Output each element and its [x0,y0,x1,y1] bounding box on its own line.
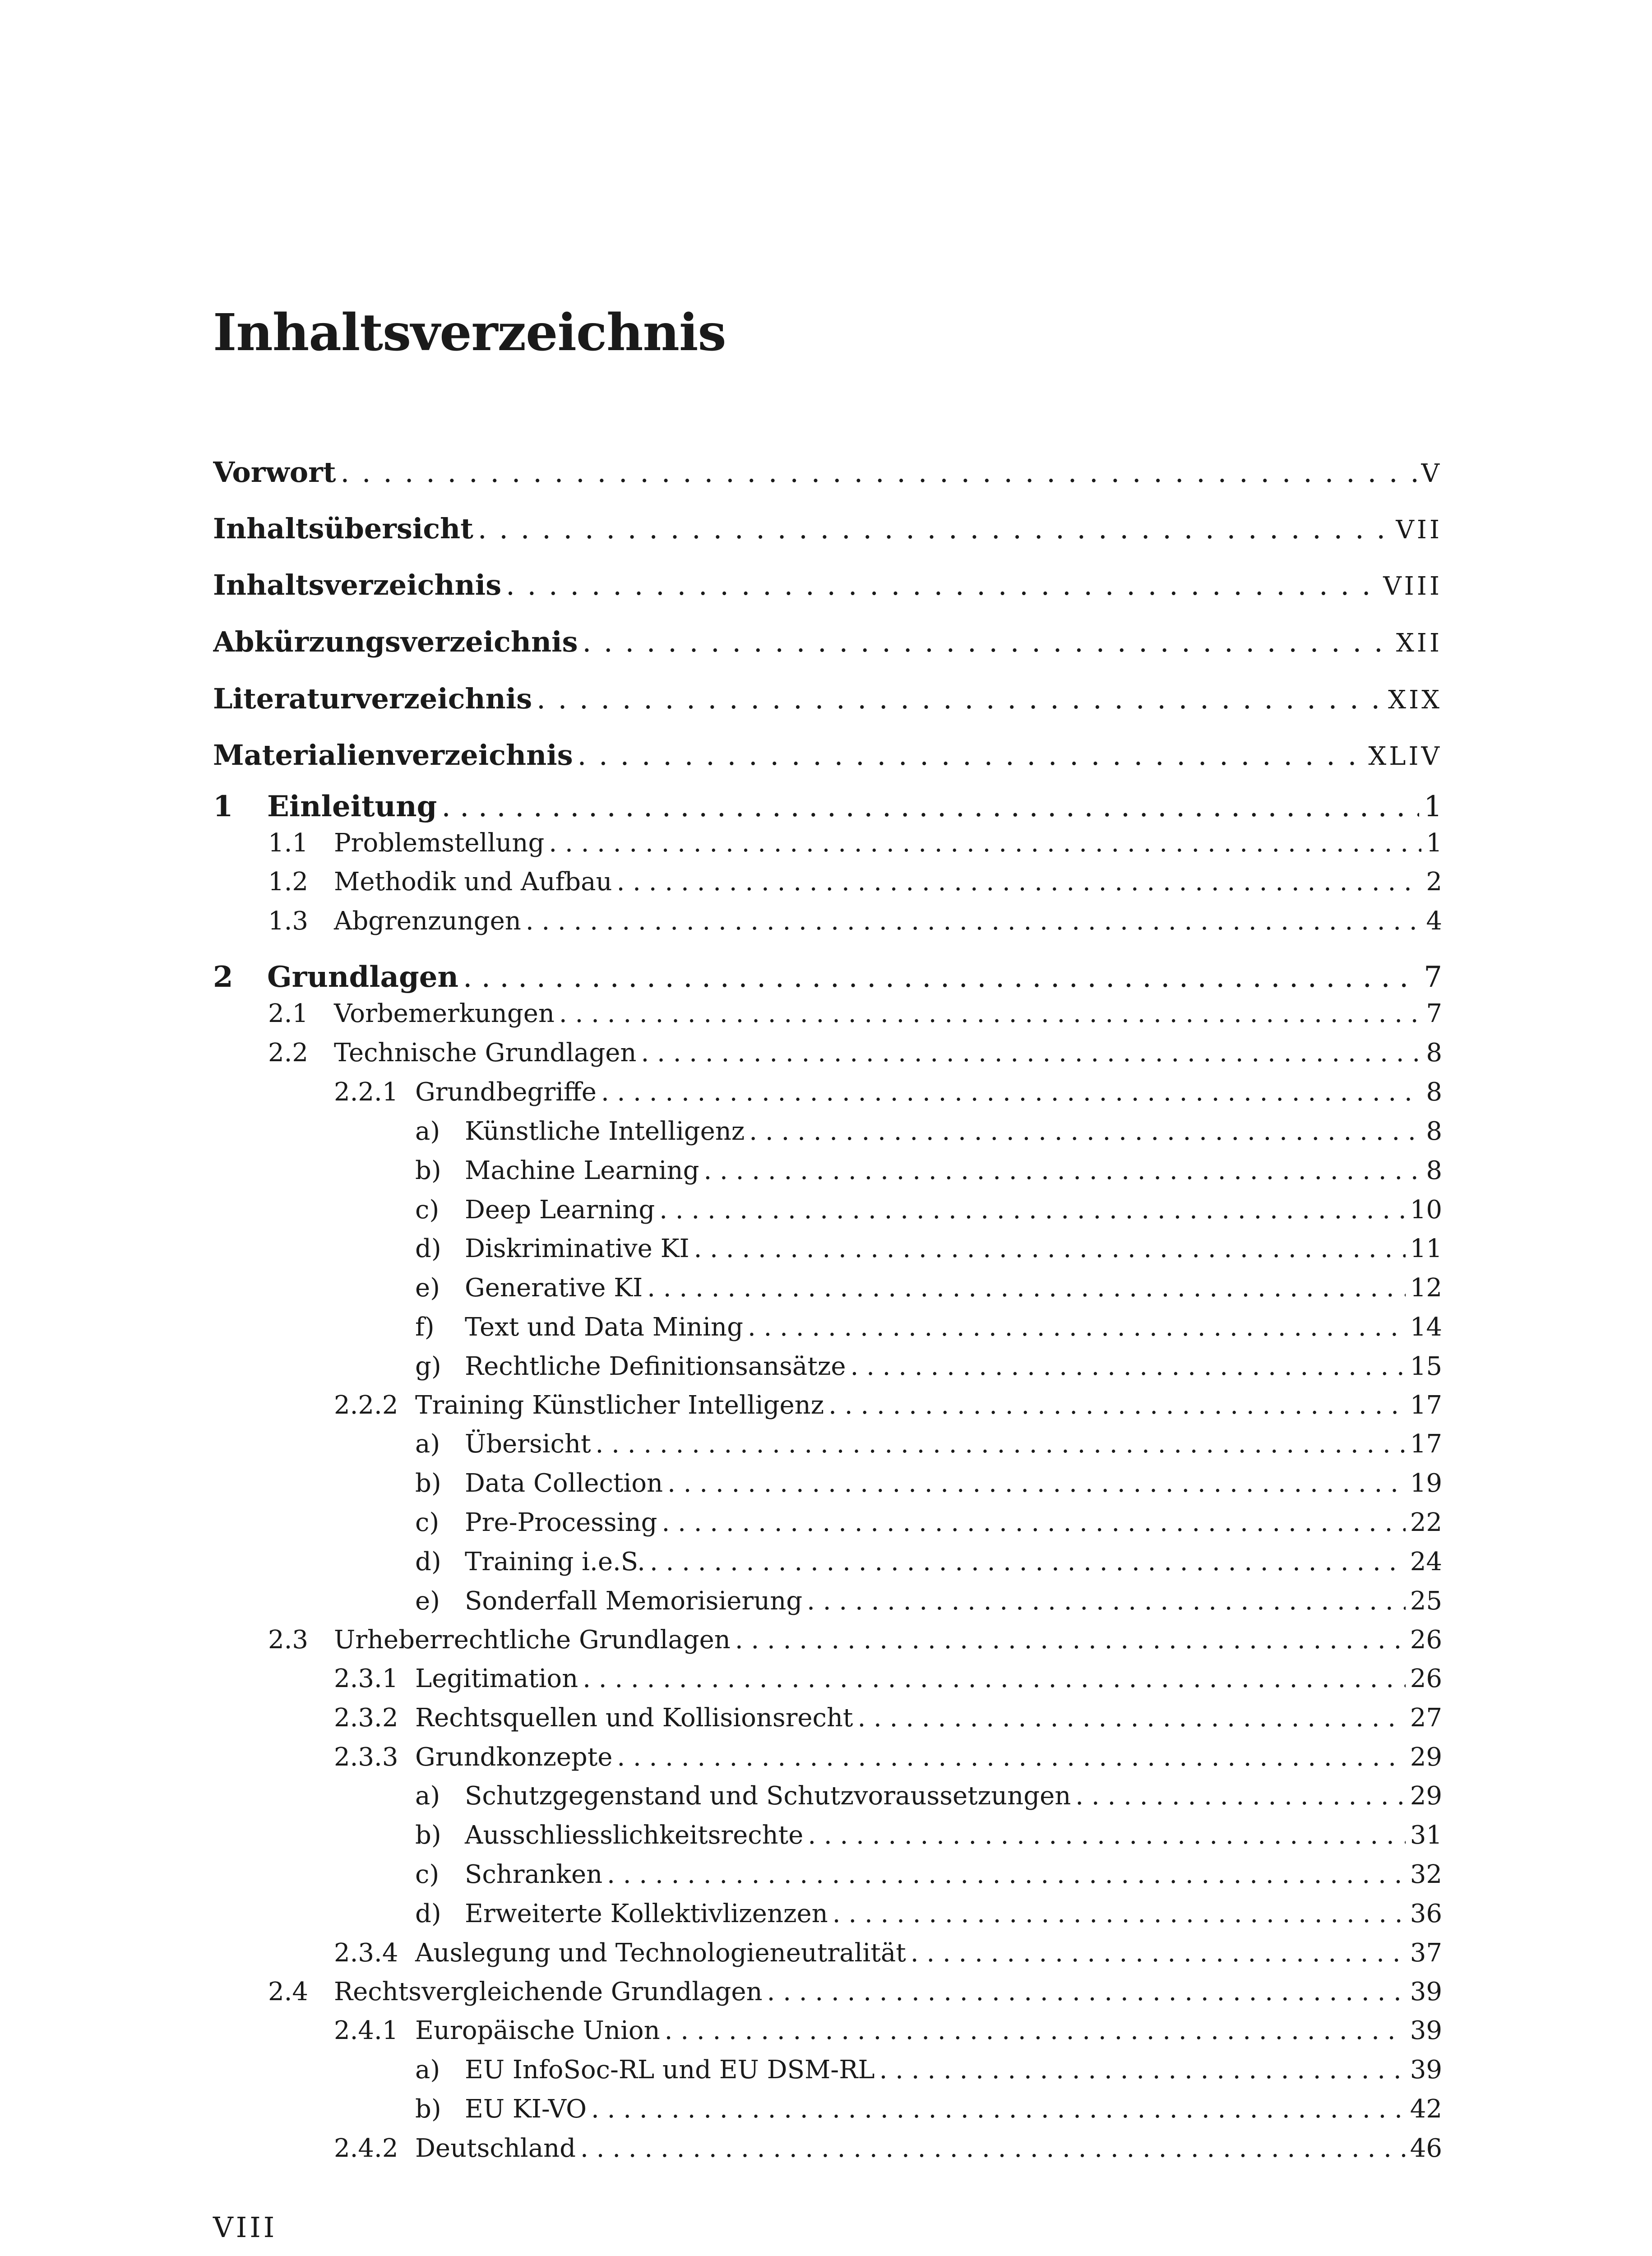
toc-entry-page: 19 [1410,1469,1442,1498]
toc-entry-label: EU InfoSoc-RL und EU DSM-RL [465,2055,875,2085]
toc-entry-number: b) [415,1156,441,1185]
toc-entry-number: f) [415,1313,435,1342]
toc-section-entry[interactable] [268,1038,1442,1071]
toc-dot-leader [549,828,1421,858]
toc-entry-page: 10 [1410,1195,1442,1225]
toc-dot-leader [703,1156,1421,1185]
toc-entry-label: Schranken [465,1860,603,1889]
toc-item-entry[interactable] [415,1429,1442,1462]
toc-entry-page: XII [1396,629,1442,658]
toc-dot-leader [828,1391,1406,1420]
toc-entry-page: 15 [1410,1352,1442,1381]
toc-entry-page: VII [1396,515,1442,545]
toc-dot-leader [340,456,1416,489]
toc-entry-number: 2.1 [268,999,309,1028]
toc-dot-leader [641,1038,1422,1068]
toc-dot-leader [441,790,1419,823]
toc-entry-number: g) [415,1352,441,1381]
toc-dot-leader [879,2055,1406,2085]
toc-entry-number: a) [415,2055,440,2085]
toc-dot-leader [591,2094,1406,2124]
toc-frontmatter-entry[interactable] [213,456,1442,491]
toc-dot-leader [1075,1781,1405,1811]
toc-entry-number: b) [415,1469,441,1498]
toc-subsection-entry[interactable] [334,1664,1442,1697]
toc-entry-page: VIII [1383,572,1442,601]
toc-dot-leader [665,2016,1406,2045]
toc-frontmatter-entry[interactable] [213,682,1442,717]
toc-entry-page: 8 [1426,1156,1442,1185]
toc-entry-number: b) [415,2094,441,2124]
toc-entry-page: 29 [1410,1743,1442,1772]
toc-entry-number: 2.2.2 [334,1391,398,1420]
toc-dot-leader [808,1821,1405,1850]
toc-section-entry[interactable] [268,1625,1442,1658]
toc-dot-leader [807,1586,1406,1616]
toc-entry-label: Sonderfall Memorisierung [465,1586,803,1616]
toc-item-entry[interactable] [415,1273,1442,1306]
toc-entry-label: Abgrenzungen [334,906,521,936]
toc-entry-page: 42 [1410,2094,1442,2124]
toc-entry-number: a) [415,1781,440,1811]
toc-entry-number: 1.3 [268,906,309,936]
toc-entry-page: 7 [1424,961,1442,994]
toc-entry-page: 39 [1410,1977,1442,2006]
toc-entry-page: 17 [1410,1429,1442,1459]
toc-entry-number: 2.3 [268,1625,309,1655]
toc-entry-label: Data Collection [465,1469,663,1498]
toc-entry-number: d) [415,1234,441,1263]
toc-entry-number: 1.1 [268,828,309,858]
toc-entry-label: Training i.e.S. [465,1547,645,1576]
toc-dot-leader [662,1508,1405,1537]
toc-entry-page: 25 [1410,1586,1442,1616]
page-number: VIII [213,2211,278,2244]
toc-entry-page: 8 [1426,1117,1442,1146]
toc-entry-page: 31 [1410,1821,1442,1850]
toc-item-entry[interactable] [415,1195,1442,1228]
toc-entry-label: Generative KI [465,1273,643,1303]
toc-dot-leader [735,1625,1406,1655]
toc-entry-label: Methodik und Aufbau [334,867,612,897]
toc-entry-number: 2.2 [268,1038,309,1068]
toc-entry-number: e) [415,1586,440,1616]
toc-entry-number: c) [415,1860,440,1889]
toc-subsection-entry[interactable] [334,2016,1442,2048]
toc-dot-leader [463,961,1419,994]
toc-entry-number: 2.4.1 [334,2016,398,2045]
toc-entry-label: Training Künstlicher Intelligenz [415,1391,824,1420]
toc-dot-leader [537,682,1384,715]
toc-dot-leader [647,1273,1406,1303]
toc-entry-label: Einleitung [267,790,437,823]
toc-dot-leader [580,2134,1406,2163]
toc-entry-label: Urheberrechtliche Grundlagen [334,1625,731,1655]
toc-dot-leader [583,1664,1406,1693]
toc-dot-leader [526,906,1422,936]
toc-entry-page: 4 [1426,906,1442,936]
toc-dot-leader [601,1077,1421,1107]
toc-entry-label: Rechtsquellen und Kollisionsrecht [415,1703,853,1733]
toc-entry-page: 2 [1426,867,1442,897]
toc-subsection-entry[interactable] [334,1077,1442,1110]
toc-subsection-entry[interactable] [334,1391,1442,1423]
toc-entry-page: 1 [1426,828,1442,858]
toc-item-entry[interactable] [415,1469,1442,1501]
toc-item-entry[interactable] [415,1117,1442,1149]
toc-dot-leader [617,867,1422,897]
toc-item-entry[interactable] [415,1156,1442,1188]
toc-entry-page: 27 [1410,1703,1442,1733]
toc-entry-page: 14 [1410,1313,1442,1342]
toc-entry-number: 1.2 [268,867,309,897]
toc-entry-page: 32 [1410,1860,1442,1889]
toc-entry-label: Künstliche Intelligenz [465,1117,745,1146]
toc-frontmatter-entry[interactable] [213,569,1442,604]
toc-entry-page: V [1421,459,1442,488]
toc-entry-label: Machine Learning [465,1156,699,1185]
toc-entry-number: c) [415,1508,440,1537]
toc-dot-leader [506,569,1379,601]
toc-entry-label: Vorwort [213,456,336,489]
toc-item-entry[interactable] [415,1899,1442,1932]
toc-dot-leader [578,739,1364,772]
toc-item-entry[interactable] [415,1781,1442,1814]
toc-dot-leader [582,625,1391,658]
toc-entry-label: Literaturverzeichnis [213,682,532,715]
toc-dot-leader [767,1977,1406,2006]
toc-item-entry[interactable] [415,1352,1442,1384]
toc-entry-label: Abkürzungsverzeichnis [213,625,578,658]
toc-dot-leader [911,1938,1406,1968]
toc-dot-leader [650,1547,1406,1576]
toc-entry-page: 7 [1426,999,1442,1028]
toc-entry-label: Inhaltsverzeichnis [213,569,502,601]
toc-entry-number: b) [415,1821,441,1850]
toc-entry-number: 2.3.4 [334,1938,398,1968]
toc-entry-page: 11 [1410,1234,1442,1263]
toc-entry-label: EU KI-VO [465,2094,587,2124]
toc-entry-label: Erweiterte Kollektivlizenzen [465,1899,828,1928]
toc-entry-page: 8 [1426,1038,1442,1068]
toc-entry-page: 22 [1410,1508,1442,1537]
toc-entry-label: Materialienverzeichnis [213,739,573,772]
toc-item-entry[interactable] [415,2094,1442,2127]
toc-section-entry[interactable] [268,1977,1442,2010]
toc-dot-leader [559,999,1421,1028]
toc-entry-number: d) [415,1899,441,1928]
toc-entry-number: 2.4.2 [334,2134,398,2163]
toc-entry-page: 39 [1410,2016,1442,2045]
toc-dot-leader [607,1860,1406,1889]
toc-entry-label: Text und Data Mining [465,1313,743,1342]
toc-entry-number: 2.4 [268,1977,309,2006]
toc-entry-number: 2.3.3 [334,1743,398,1772]
toc-entry-page: 37 [1410,1938,1442,1968]
toc-entry-label: Diskriminative KI [465,1234,689,1263]
toc-entry-label: Deutschland [415,2134,576,2163]
toc-entry-number: e) [415,1273,440,1303]
toc-entry-number: a) [415,1117,440,1146]
toc-entry-label: Problemstellung [334,828,545,858]
toc-chapter-entry[interactable] [213,960,1442,995]
toc-item-entry[interactable] [415,2055,1442,2088]
toc-entry-page: 46 [1410,2134,1442,2163]
toc-dot-leader [694,1234,1406,1263]
toc-entry-number: 2 [213,960,233,994]
toc-item-entry[interactable] [415,1586,1442,1619]
toc-dot-leader [667,1469,1406,1498]
toc-entry-page: 26 [1410,1625,1442,1655]
toc-subsection-entry[interactable] [334,1938,1442,1971]
toc-item-entry[interactable] [415,1821,1442,1853]
toc-dot-leader [748,1313,1406,1342]
toc-entry-page: 12 [1410,1273,1442,1303]
toc-entry-page: 8 [1426,1077,1442,1107]
toc-item-entry[interactable] [415,1234,1442,1267]
toc-subsection-entry[interactable] [334,1743,1442,1775]
page-title: Inhaltsverzeichnis [213,303,726,362]
toc-chapter-entry[interactable] [213,790,1442,825]
toc-entry-label: Übersicht [465,1429,591,1459]
toc-entry-label: Ausschliesslichkeitsrechte [465,1821,804,1850]
toc-frontmatter-entry[interactable] [213,512,1442,547]
toc-item-entry[interactable] [415,1313,1442,1345]
toc-entry-page: 39 [1410,2055,1442,2085]
toc-section-entry[interactable] [268,828,1442,861]
toc-entry-label: Legitimation [415,1664,578,1693]
toc-entry-label: Pre-Processing [465,1508,657,1537]
toc-dot-leader [617,1743,1405,1772]
toc-entry-number: 2.3.1 [334,1664,398,1693]
toc-dot-leader [659,1195,1406,1225]
toc-entry-label: Grundlagen [267,960,458,994]
toc-entry-label: Europäische Union [415,2016,660,2045]
toc-entry-label: Grundkonzepte [415,1743,613,1772]
toc-entry-label: Inhaltsübersicht [213,512,473,545]
toc-dot-leader [596,1429,1406,1459]
toc-frontmatter-entry[interactable] [213,739,1442,774]
toc-item-entry[interactable] [415,1508,1442,1540]
toc-entry-number: d) [415,1547,441,1576]
toc-entry-label: Schutzgegenstand und Schutzvoraussetzungen [465,1781,1071,1811]
toc-entry-number: 2.3.2 [334,1703,398,1733]
toc-dot-leader [857,1703,1405,1733]
toc-entry-page: 24 [1410,1547,1442,1576]
toc-entry-number: c) [415,1195,440,1225]
toc-entry-page: XLIV [1368,742,1442,771]
toc-entry-label: Deep Learning [465,1195,655,1225]
toc-frontmatter-entry[interactable] [213,625,1442,661]
toc-subsection-entry[interactable] [334,1703,1442,1736]
toc-section-entry[interactable] [268,906,1442,939]
toc-entry-number: 1 [213,790,233,823]
toc-entry-label: Auslegung und Technologieneutralität [415,1938,906,1968]
toc-entry-label: Grundbegriffe [415,1077,597,1107]
toc-entry-label: Vorbemerkungen [334,999,555,1028]
toc-item-entry[interactable] [415,1860,1442,1892]
toc-entry-label: Rechtliche Definitionsansätze [465,1352,846,1381]
toc-entry-page: XIX [1388,685,1442,715]
toc-entry-page: 36 [1410,1899,1442,1928]
toc-entry-page: 29 [1410,1781,1442,1811]
toc-entry-number: a) [415,1429,440,1459]
toc-entry-page: 26 [1410,1664,1442,1693]
toc-dot-leader [833,1899,1406,1928]
toc-dot-leader [850,1352,1405,1381]
toc-entry-number: 2.2.1 [334,1077,398,1107]
toc-dot-leader [478,512,1391,545]
toc-dot-leader [749,1117,1421,1146]
toc-section-entry[interactable] [268,999,1442,1031]
toc-subsection-entry[interactable] [334,2134,1442,2166]
toc-section-entry[interactable] [268,867,1442,900]
toc-entry-page: 17 [1410,1391,1442,1420]
toc-entry-label: Rechtsvergleichende Grundlagen [334,1977,763,2006]
toc-item-entry[interactable] [415,1547,1442,1580]
toc-entry-page: 1 [1424,790,1442,823]
toc-entry-label: Technische Grundlagen [334,1038,637,1068]
